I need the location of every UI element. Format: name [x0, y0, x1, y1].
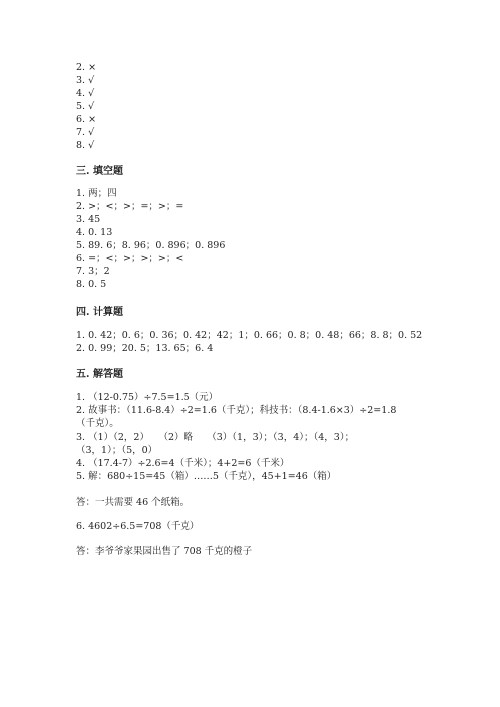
word-problem-line-7: 5. 解：680÷15=45（箱）……5（千克），45+1=46（箱）	[76, 471, 337, 482]
word-problem-6: 6. 4602÷6.5=708（千克）	[76, 521, 200, 532]
judge-answer-2: 2. ×	[76, 62, 97, 73]
judge-answer-5: 5. √	[76, 101, 95, 112]
fill-blank-answer-5: 5. 89. 6；8. 96；0. 896；0. 896	[76, 240, 226, 251]
fill-blank-answer-6: 6. =；<；>；>；>；<	[76, 253, 184, 264]
word-problem-line-1: 1. （12-0.75）÷7.5=1.5（元）	[76, 392, 219, 403]
section-heading-word-problems: 五. 解答题	[76, 369, 123, 380]
section-heading-calculation: 四. 计算题	[76, 307, 123, 318]
judge-answer-7: 7. √	[76, 127, 95, 138]
judge-answer-4: 4. √	[76, 88, 95, 99]
fill-blank-answer-1: 1. 两；四	[76, 188, 117, 199]
word-problem-line-6: 4. （17.4-7）÷2.6=4（千米）；4+2=6（千米）	[76, 458, 290, 469]
answer-statement-6: 答：李爷爷家果园出售了 708 千克的橙子	[76, 546, 253, 557]
judge-answer-8: 8. √	[76, 140, 95, 151]
section-heading-fill-blank: 三. 填空题	[76, 166, 123, 177]
calculation-answer-2: 2. 0. 99；20. 5；13. 65；6. 4	[76, 343, 214, 354]
fill-blank-answer-3: 3. 45	[76, 214, 101, 225]
word-problem-line-3: （千克）。	[76, 418, 119, 429]
judge-answer-3: 3. √	[76, 75, 95, 86]
word-problem-line-2: 2. 故事书：（11.6-8.4）÷2=1.6（千克）；科技书：（8.4-1.6×3）÷2=1.8	[76, 405, 397, 416]
word-problem-line-4: 3. （1）（2，2） （2）略 （3）（1，3）；（3，4）；（4，3）；	[76, 432, 355, 443]
fill-blank-answer-2: 2. >；<；>；=；>；=	[76, 201, 184, 212]
judge-answer-6: 6. ×	[76, 114, 97, 125]
word-problem-line-5: （3，1）；（5，0）	[76, 445, 158, 456]
fill-blank-answer-4: 4. 0. 13	[76, 227, 113, 238]
calculation-answer-1: 1. 0. 42；0. 6；0. 36；0. 42；42；1；0. 66；0. 8；0. 48；66；8. 8；0. 52	[76, 330, 423, 341]
answer-statement-5: 答：一共需要 46 个纸箱。	[76, 497, 190, 508]
fill-blank-answer-8: 8. 0. 5	[76, 279, 107, 290]
fill-blank-answer-7: 7. 3；2	[76, 266, 110, 277]
